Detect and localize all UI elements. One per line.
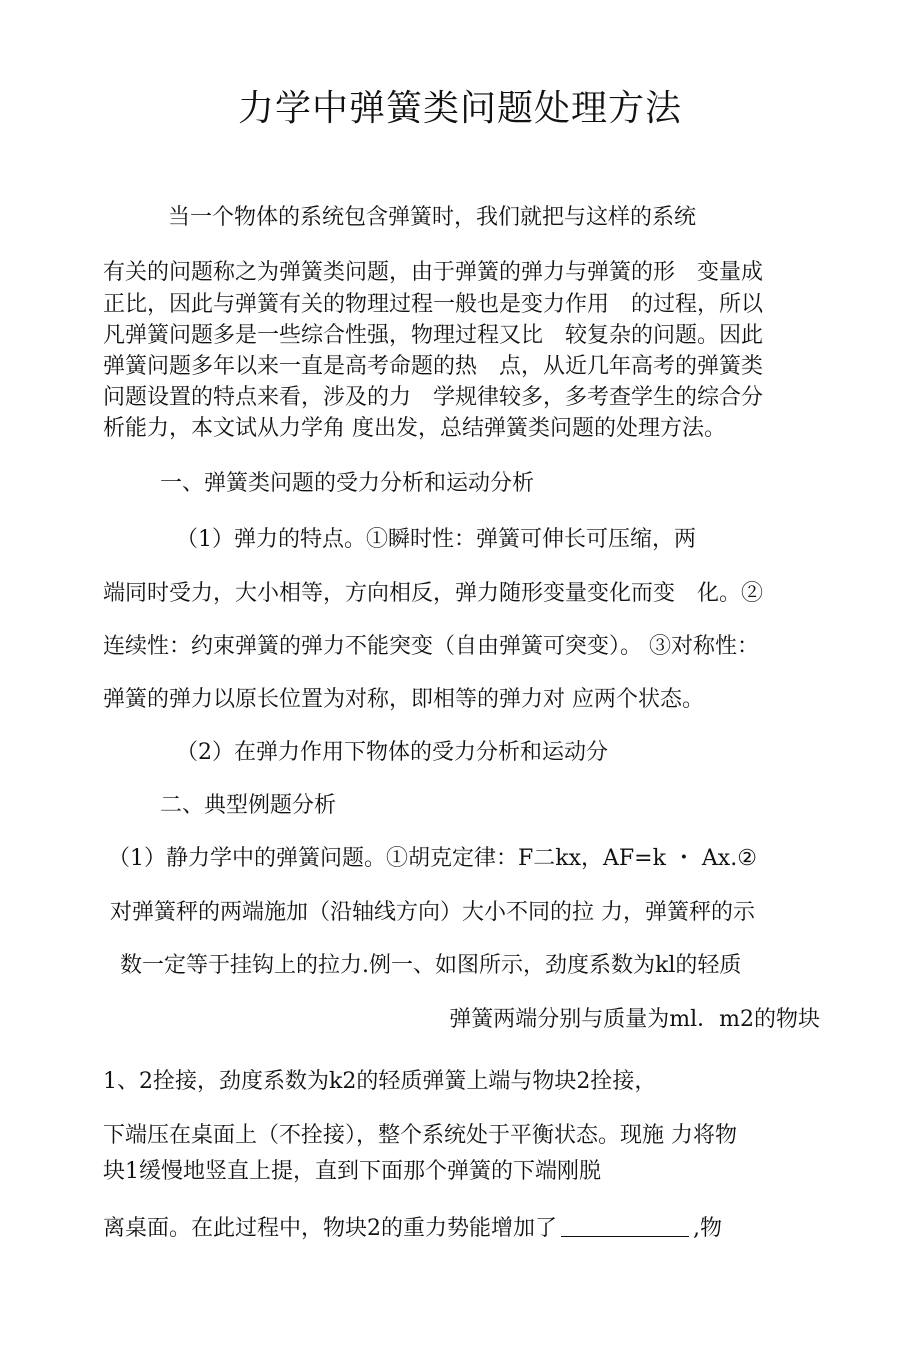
example-line: 1、2拴接，劲度系数为k2的轻质弹簧上端与物块2拴接， bbox=[103, 1069, 657, 1094]
document-title: 力学中弹簧类问题处理方法 bbox=[237, 88, 682, 129]
item1-line: 弹簧的弹力以原长位置为对称，即相等的弹力对 应两个状态。 bbox=[103, 687, 704, 712]
example-line: 数一定等于挂钩上的拉力.例一、如图所示，劲度系数为kl的轻质 bbox=[120, 953, 742, 978]
section-heading-1: 一、弹簧类问题的受力分析和运动分析 bbox=[160, 471, 535, 496]
example-text: 离桌面。在此过程中，物块2的重力势能增加了 bbox=[103, 1216, 557, 1241]
intro-line: 问题设置的特点来看，涉及的力 学规律较多，多考查学生的综合分 bbox=[103, 385, 764, 410]
item1-first-line: （1）弹力的特点。①瞬时性：弹簧可伸长可压缩，两 bbox=[176, 527, 696, 552]
intro-line: 有关的问题称之为弹簧类问题，由于弹簧的弹力与弹簧的形 变量成 bbox=[103, 260, 764, 285]
item2-line: （2）在弹力作用下物体的受力分析和运动分 bbox=[176, 740, 608, 765]
intro-first-line: 当一个物体的系统包含弹簧时，我们就把与这样的系统 bbox=[168, 205, 697, 230]
intro-line: 正比，因此与弹簧有关的物理过程一般也是变力作用 的过程，所以 bbox=[103, 292, 764, 317]
intro-line: 弹簧问题多年以来一直是高考命题的热 点，从近几年高考的弹簧类 bbox=[103, 354, 764, 379]
example-line: 弹簧两端分别与质量为ml．m2的物块 bbox=[449, 1007, 820, 1032]
item1-line: 端同时受力，大小相等，方向相反，弹力随形变量变化而变 化。② bbox=[103, 581, 764, 606]
answer-blank bbox=[561, 1216, 689, 1237]
example-line: 块1缓慢地竖直上提，直到下面那个弹簧的下端刚脱 bbox=[103, 1159, 601, 1184]
example-text-tail: ,物 bbox=[693, 1216, 722, 1241]
example-line: 对弹簧秤的两端施加（沿轴线方向）大小不同的拉 力，弹簧秤的示 bbox=[110, 900, 755, 925]
intro-line: 析能力，本文试从力学角 度出发，总结弹簧类问题的处理方法。 bbox=[103, 416, 726, 441]
example-line: （1）静力学中的弹簧问题。①胡克定律：F二kx，AF=k ・ Ax.② bbox=[108, 846, 757, 871]
section-heading-2: 二、典型例题分析 bbox=[160, 793, 337, 818]
example-line: 下端压在桌面上（不拴接），整个系统处于平衡状态。现施 力将物 bbox=[103, 1123, 737, 1148]
example-last-line bbox=[103, 1215, 823, 1243]
item1-line: 连续性：约束弹簧的弹力不能突变（自由弹簧可突变）。 ③对称性： bbox=[103, 634, 759, 659]
intro-line: 凡弹簧问题多是一些综合性强，物理过程又比 较复杂的问题。因此 bbox=[103, 323, 764, 348]
